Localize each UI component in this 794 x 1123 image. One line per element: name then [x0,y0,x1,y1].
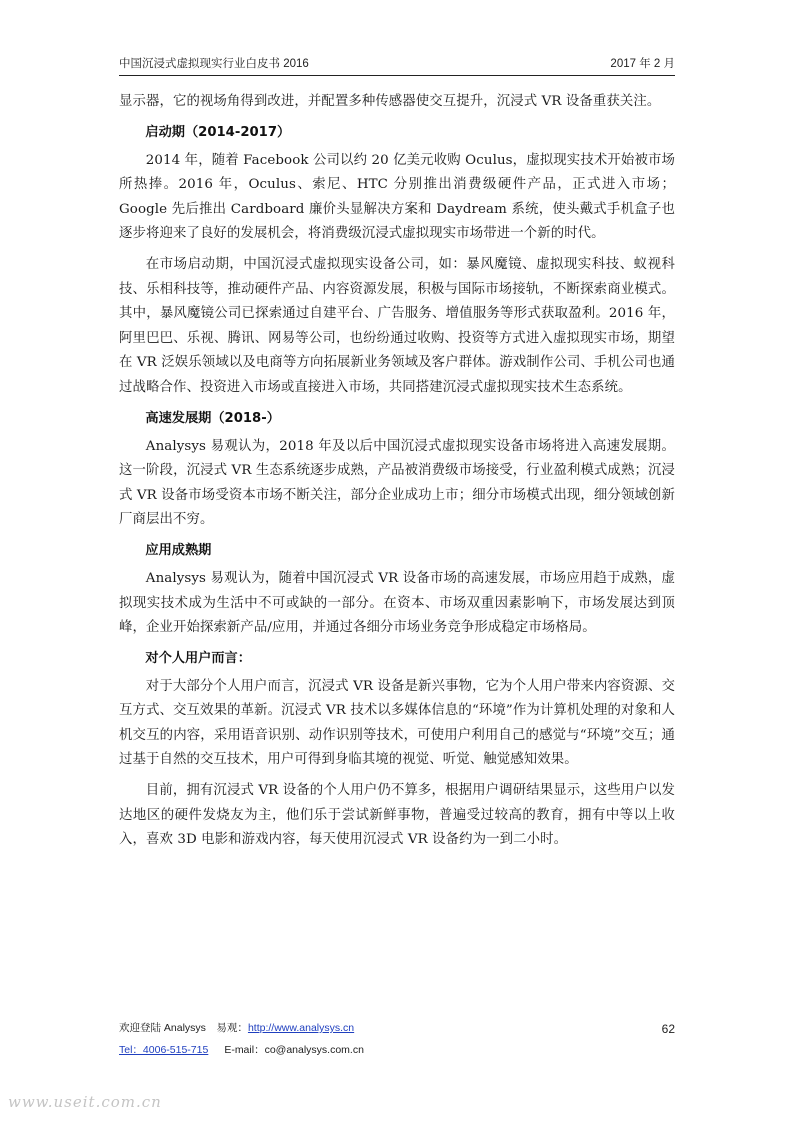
footer-line-website [119,1020,354,1035]
header-title: 中国沉浸式虚拟现实行业白皮书 2016 [119,58,309,70]
paragraph: 在市场启动期，中国沉浸式虚拟现实设备公司，如：暴风魔镜、虚拟现实科技、蚁视科技、乐相科技等，推动硬件产品、内容资源发展，积极与国际市场接轨，不断探索商业模式。其中，暴风魔镜公司已探索通过自建平台、广告服务、增值服务等形式获取盈利。2016 年，阿里巴巴、乐视、腾讯、网易等公司，也纷纷通过收购、投资等方式进入虚拟现实市场，期望在 VR 泛娱乐领域以及电商等方向拓展新业务领域及客户群体。游戏制作公司、手机公司也通过战略合作、投资进入市场或直接进入市场，共同搭建沉浸式虚拟现实技术生态系统。 [119,256,675,395]
footer-website-link[interactable]: http://www.analysys.cn [247,1022,355,1034]
section-heading-startup: 启动期（2014-2017） [145,124,291,140]
footer-welcome-text: 欢迎登陆 Analysys 易观： [119,1022,248,1034]
header-date: 2017 年 2 月 [610,58,675,70]
paragraph: 目前，拥有沉浸式 VR 设备的个人用户仍不算多，根据用户调研结果显示，这些用户以发达地区的硬件发烧友为主，他们乐于尝试新鲜事物，普遍受过较高的教育，拥有中等以上收入，喜欢 3D 电影和游戏内容，每天使用沉浸式 VR 设备约为一到二小时。 [119,783,675,848]
section-heading-mature: 应用成熟期 [145,542,212,558]
paragraph-continued: 显示器，它的视场角得到改进，并配置多种传感器使交互提升，沉浸式 VR 设备重获关注。 [119,94,661,109]
site-watermark: www.useit.com.cn [8,1093,162,1111]
header-divider [119,75,675,76]
footer-line-contact [119,1042,364,1057]
paragraph: Analysys 易观认为，随着中国沉浸式 VR 设备市场的高速发展，市场应用趋于成熟，虚拟现实技术成为生活中不可或缺的一部分。在资本、市场双重因素影响下，市场发展达到顶峰，企业开始探索新产品/应用，并通过各细分市场业务竞争形成稳定市场格局。 [119,570,675,636]
page-number: 62 [661,1022,675,1036]
page-body [119,90,675,859]
paragraph: 2014 年，随着 Facebook 公司以约 20 亿美元收购 Oculus，虚拟现实技术开始被市场所热捧。2016 年，Oculus、索尼、HTC 分别推出消费级硬件产品，正式进入市场；Google 先后推出 Cardboard 廉价头显解决方案和 Daydream 系统，使头戴式手机盒子也逐步将迎来了良好的发展机会，将消费级沉浸式虚拟现实市场带进一个新的时代。 [119,152,675,242]
paragraph: 对于大部分个人用户而言，沉浸式 VR 设备是新兴事物，它为个人用户带来内容资源、交互方式、交互效果的革新。沉浸式 VR 技术以多媒体信息的“环境”作为计算机处理的对象和人机交互的内容，采用语音识别、动作识别等技术，可使用户利用自己的感觉与“环境”交互；通过基于自然的交互技术，用户可得到身临其境的视觉、听觉、触觉感知效果。 [119,678,675,768]
footer-phone-link[interactable]: Tel：4006-515-715 [119,1044,209,1056]
page-header [119,55,675,73]
section-heading-personal-users: 对个人用户而言： [145,650,251,666]
paragraph: Analysys 易观认为，2018 年及以后中国沉浸式虚拟现实设备市场将进入高速发展期。这一阶段，沉浸式 VR 生态系统逐步成熟，产品被消费级市场接受，行业盈利模式成熟；沉浸式 VR 设备市场受资本市场不断关注，部分企业成功上市；细分市场模式出现，细分领域创新厂商层出不穷。 [119,438,675,528]
section-heading-rapid-growth: 高速发展期（2018-） [145,410,280,426]
footer-email: E-mail：co@analysys.com.cn [224,1044,364,1056]
